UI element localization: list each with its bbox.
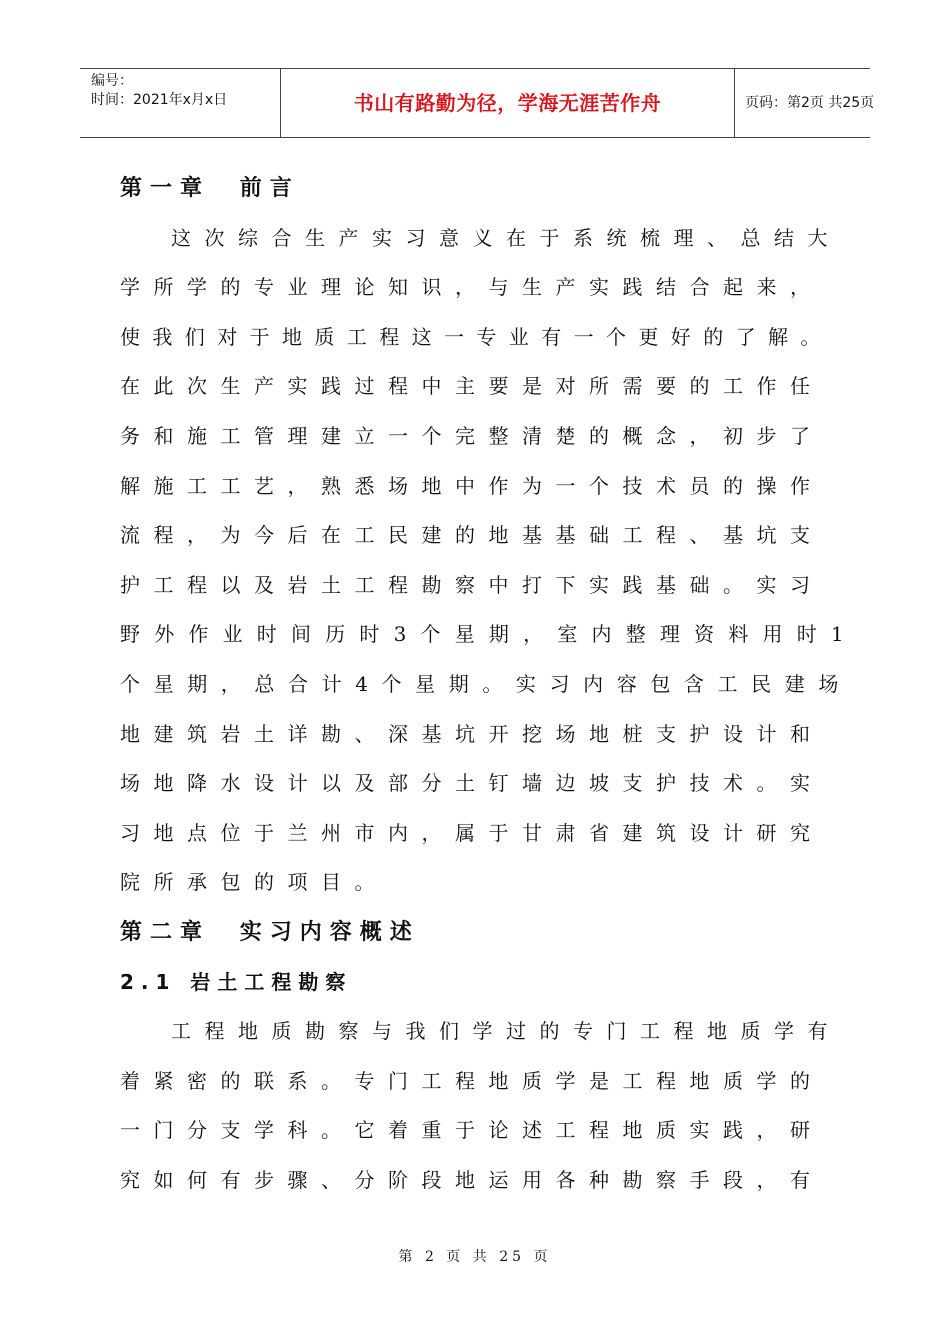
paragraph-line: 着紧密的联系。专门工程地质学是工程地质学的 bbox=[120, 1068, 824, 1093]
paragraph-line: 习地点位于兰州市内，属于甘肃省建筑设计研究 bbox=[120, 820, 824, 845]
header-motto: 书山有路勤为径，学海无涯苦作舟 bbox=[280, 69, 735, 137]
paragraph-line: 护工程以及岩土工程勘察中打下实践基础。实习 bbox=[120, 572, 824, 597]
paragraph-line: 野外作业时间历时3个星期，室内整理资料用时1 bbox=[120, 622, 858, 647]
document-header bbox=[80, 68, 875, 138]
page-footer: 第 2 页 共 25 页 bbox=[398, 1249, 552, 1265]
header-meta-cell bbox=[80, 69, 280, 137]
header-number-label: 编号： bbox=[91, 73, 133, 89]
chapter-2-heading bbox=[120, 908, 825, 958]
paragraph-line: 务和施工管理建立一个完整清楚的概念，初步了 bbox=[120, 423, 824, 448]
chapter-1-heading bbox=[120, 164, 825, 214]
chapter-2-number: 第二章 bbox=[120, 919, 211, 945]
chapter-1-title: 前言 bbox=[239, 176, 300, 201]
paragraph-line: 一门分支学科。它着重于论述工程地质实践，研 bbox=[120, 1118, 824, 1143]
paragraph-line: 个星期，总合计4个星期。实习内容包含工民建场 bbox=[120, 671, 852, 696]
section-2-1-heading: 2.1 岩土工程勘察 bbox=[120, 969, 353, 994]
header-page-info: 页码：第2页 共25页 bbox=[745, 95, 875, 111]
paragraph-line: 学所学的专业理论知识，与生产实践结合起来， bbox=[120, 275, 824, 300]
chapter-2-title: 实习内容概述 bbox=[239, 919, 420, 945]
header-time-label: 时间：2021年x月x日 bbox=[91, 92, 228, 108]
paragraph-line: 这次综合生产实习意义在于系统梳理、总结大 bbox=[171, 225, 841, 250]
chapter-1-number: 第一章 bbox=[120, 176, 211, 201]
paragraph-line: 流程，为今后在工民建的地基基础工程、基坑支 bbox=[120, 523, 824, 548]
paragraph-line: 院所承包的项目。 bbox=[120, 870, 388, 895]
paragraph-line: 解施工工艺，熟悉场地中作为一个技术员的操作 bbox=[120, 473, 824, 498]
paragraph-line: 使我们对于地质工程这一专业有一个更好的了解。 bbox=[120, 324, 833, 349]
paragraph-line: 在此次生产实践过程中主要是对所需要的工作任 bbox=[120, 374, 824, 399]
document-body bbox=[120, 164, 858, 1205]
paragraph-line: 地建筑岩土详勘、深基坑开挖场地桩支护设计和 bbox=[120, 721, 824, 746]
paragraph-line: 场地降水设计以及部分土钉墙边坡支护技术。实 bbox=[120, 771, 824, 796]
paragraph-line: 究如何有步骤、分阶段地运用各种勘察手段，有 bbox=[120, 1167, 824, 1192]
paragraph-line: 工程地质勘察与我们学过的专门工程地质学有 bbox=[171, 1019, 841, 1044]
